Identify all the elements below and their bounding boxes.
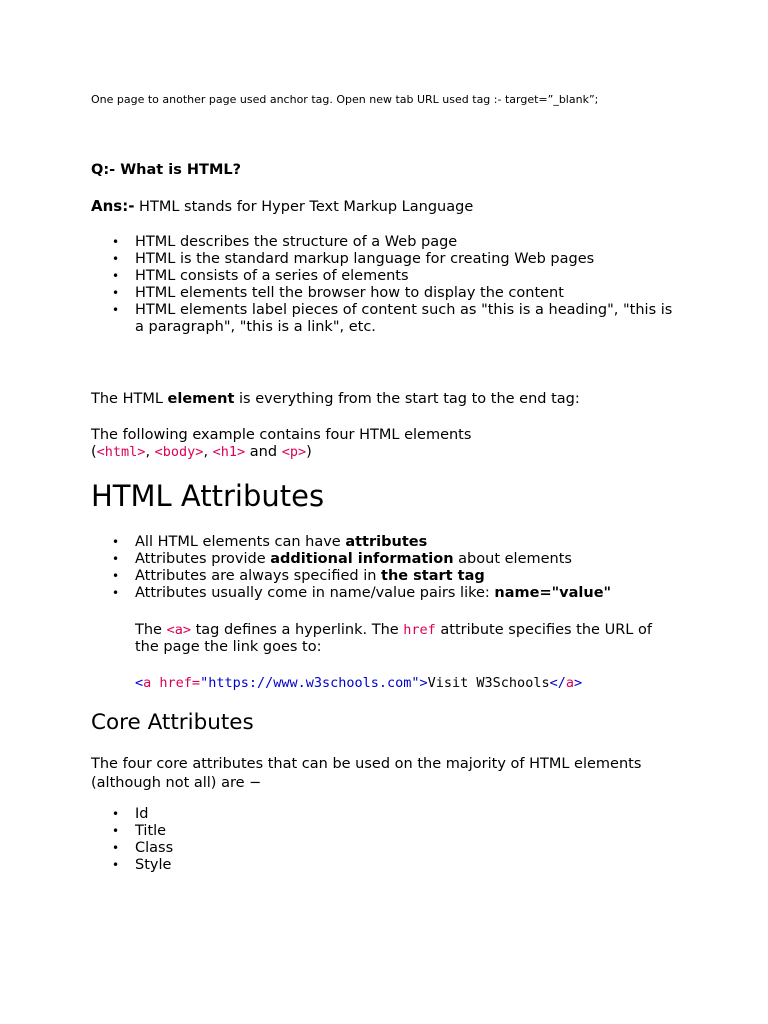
list-item	[135, 551, 678, 568]
item-text: Attributes are always specified in	[135, 568, 382, 584]
example-text: The following example contains four HTML elements	[91, 427, 472, 443]
core-description: The four core attributes that can be used on the majority of HTML elements (although not all) are −	[91, 756, 642, 791]
desc-text: tag defines a hyperlink. The	[190, 622, 404, 638]
paren-open: (	[91, 444, 97, 460]
item-bold: name="value"	[494, 585, 612, 601]
html-points-list	[135, 234, 678, 336]
list-item: • HTML describes the structure of a Web page	[135, 234, 678, 251]
list-item: • Id	[135, 806, 678, 823]
item-bold: the start tag	[381, 568, 485, 584]
answer-line	[91, 196, 680, 217]
code-bracket: </	[549, 675, 566, 691]
list-item: • HTML consists of a series of elements	[135, 268, 678, 285]
item-text: Attributes usually come in name/value pairs like:	[135, 585, 495, 601]
list-item: • HTML elements tell the browser how to display the content	[135, 285, 678, 302]
code-text: Visit W3Schools	[427, 675, 550, 691]
element-definition	[91, 391, 680, 408]
core-attributes-heading: Core Attributes	[91, 710, 254, 735]
answer-label: Ans:-	[91, 197, 135, 215]
list-item: • Title	[135, 823, 678, 840]
example-paragraph	[91, 427, 680, 461]
list-item	[135, 568, 678, 585]
element-after: is everything from the start tag to the end tag:	[234, 391, 580, 407]
desc-text: The	[135, 622, 167, 638]
item-bold: additional information	[270, 551, 454, 567]
separator: ,	[145, 444, 155, 460]
code-value: "https://www.w3schools.com"	[200, 675, 420, 691]
code-bracket: <	[135, 675, 144, 691]
code-example	[135, 675, 680, 692]
list-item	[135, 534, 678, 551]
element-bold: element	[167, 391, 235, 407]
list-item: • Style	[135, 857, 678, 874]
attributes-heading: HTML Attributes	[91, 479, 325, 513]
href-code: href	[403, 622, 436, 638]
tag-h1: <h1>	[212, 444, 246, 460]
list-item: • HTML elements label pieces of content such as "this is a heading", "this is a paragraph", "this is a link", etc.	[135, 302, 678, 336]
code-bracket: >	[419, 675, 428, 691]
paren-close: )	[306, 444, 312, 460]
code-tag: a	[143, 675, 152, 691]
item-text: All HTML elements can have	[135, 534, 346, 550]
list-item	[135, 585, 678, 602]
list-item: • Class	[135, 840, 678, 857]
a-tag-description	[135, 622, 680, 656]
separator: ,	[203, 444, 213, 460]
question-heading: Q:- What is HTML?	[91, 162, 242, 178]
item-text: Attributes provide	[135, 551, 271, 567]
top-note: One page to another page used anchor tag. Open new tab URL used tag :- target=”_blank”;	[91, 93, 599, 106]
element-before: The HTML	[91, 391, 168, 407]
attribute-points-list	[135, 534, 678, 602]
list-item: • HTML is the standard markup language for creating Web pages	[135, 251, 678, 268]
code-tag: a	[565, 675, 574, 691]
desc-text: attribute specifies the URL of the page the link goes to:	[135, 622, 652, 655]
item-text: about elements	[453, 551, 572, 567]
tag-p: <p>	[281, 444, 307, 460]
answer-text: HTML stands for Hyper Text Markup Language	[134, 199, 474, 215]
item-bold: attributes	[345, 534, 428, 550]
core-attributes-list	[135, 806, 678, 874]
tag-body: <body>	[154, 444, 204, 460]
code-attr: href=	[151, 675, 201, 691]
code-bracket: >	[573, 675, 583, 691]
separator: and	[245, 444, 282, 460]
a-tag-code: <a>	[166, 622, 191, 638]
tag-html: <html>	[96, 444, 146, 460]
